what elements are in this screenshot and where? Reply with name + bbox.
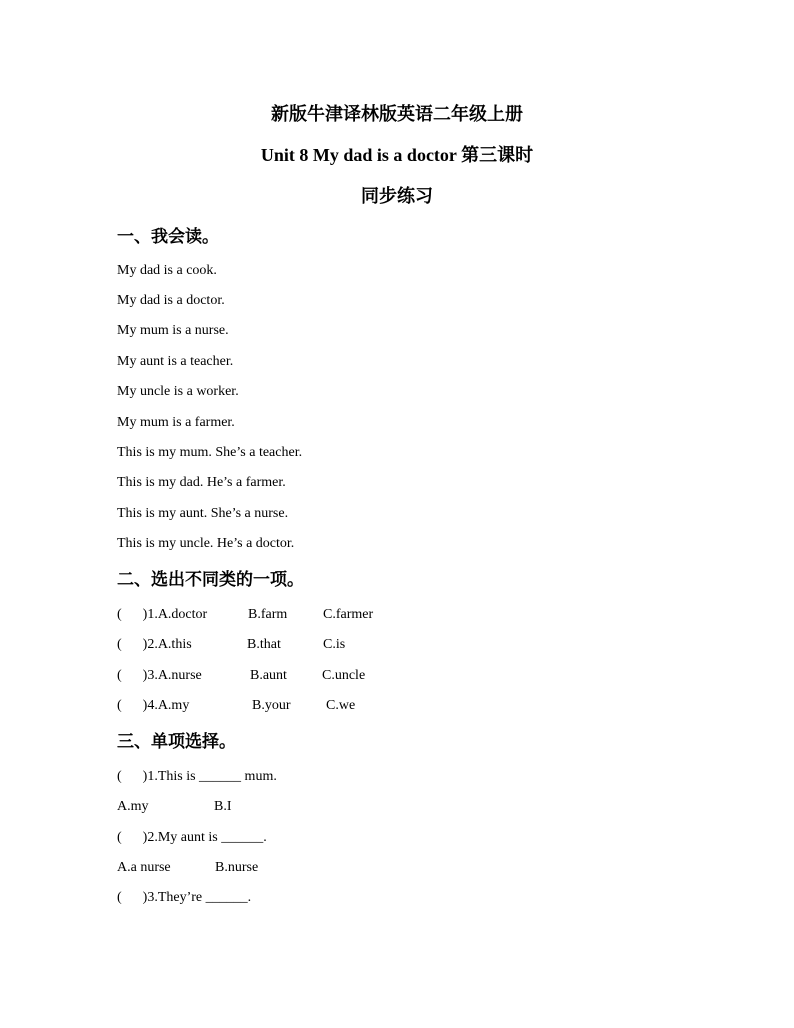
choice-question: ( )4.A.my [117, 698, 190, 713]
read-line: My uncle is a worker. [117, 384, 239, 399]
choice-question: ( )2.A.this [117, 637, 192, 652]
read-line: This is my mum. She’s a teacher. [117, 445, 303, 460]
choice-option-b: B.your [252, 698, 291, 713]
mc-option-b: B.nurse [215, 860, 259, 875]
mc-question-2: ( )2.My aunt is ______. [117, 830, 267, 845]
read-line: My dad is a doctor. [117, 293, 225, 308]
choice-option-c: C.uncle [322, 668, 366, 683]
choice-option-b: B.aunt [250, 668, 287, 683]
mc-option-a: A.my [117, 799, 149, 814]
section2-heading: 二、选出不同类的一项。 [117, 570, 304, 589]
book-title: 新版牛津译林版英语二年级上册 [271, 104, 523, 124]
read-line: This is my aunt. She’s a nurse. [117, 506, 289, 521]
exercise-title: 同步练习 [361, 186, 433, 206]
read-line: This is my uncle. He’s a doctor. [117, 536, 295, 551]
choice-option-c: C.farmer [323, 607, 374, 622]
mc-option-b: B.I [214, 799, 232, 814]
mc-question-3: ( )3.They’re ______. [117, 890, 252, 905]
read-line: This is my dad. He’s a farmer. [117, 475, 286, 490]
mc-question-1: ( )1.This is ______ mum. [117, 769, 277, 784]
choice-option-c: C.we [326, 698, 356, 713]
choice-question: ( )1.A.doctor [117, 607, 208, 622]
read-line: My dad is a cook. [117, 263, 217, 278]
choice-option-b: B.that [247, 637, 281, 652]
unit-title: Unit 8 My dad is a doctor 第三课时 [260, 145, 534, 165]
choice-question: ( )3.A.nurse [117, 668, 202, 683]
section1-heading: 一、我会读。 [117, 227, 219, 246]
read-line: My aunt is a teacher. [117, 354, 234, 369]
mc-option-a: A.a nurse [117, 860, 171, 875]
section3-heading: 三、单项选择。 [117, 732, 236, 751]
choice-option-b: B.farm [248, 607, 288, 622]
choice-option-c: C.is [323, 637, 346, 652]
read-line: My mum is a nurse. [117, 323, 229, 338]
read-line: My mum is a farmer. [117, 415, 235, 430]
